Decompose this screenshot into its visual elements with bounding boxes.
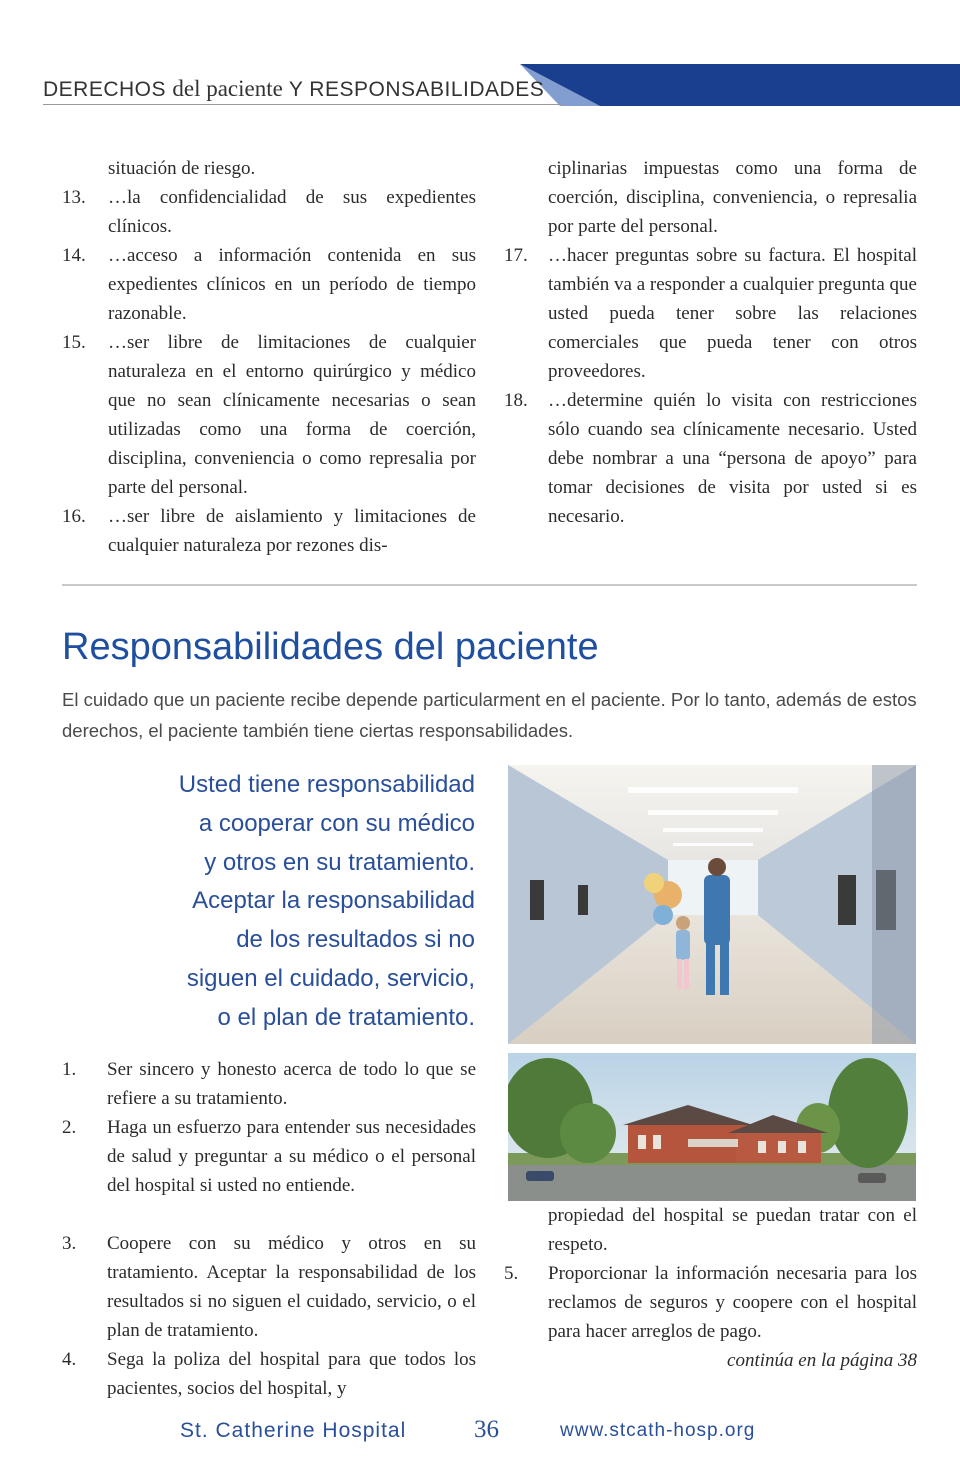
pull-quote-line: Usted tiene responsabilidad (178, 771, 475, 798)
pull-quote-line: Aceptar la responsabilidad (192, 887, 475, 915)
hospital-hallway-photo (508, 765, 916, 1044)
section-intro: El cuidado que un paciente recibe depende particularment en el paciente. Por lo tanto, además de estos derechos, el paciente también tiene ciertas responsabilidades. (62, 689, 917, 741)
pull-quote-line: o el plan de tratamiento. (217, 1003, 475, 1031)
hospital-building-illustration (508, 1053, 916, 1201)
pull-quote-line: siguen el cuidado, servicio, (186, 964, 475, 992)
header-rule (43, 104, 563, 105)
header-title: DERECHOS del paciente Y RESPONSABILIDADES (43, 76, 545, 101)
pull-quote-line: a cooperar con su médico (198, 809, 475, 837)
section-title: Responsabilidades del paciente (62, 626, 599, 668)
pull-quote (100, 766, 475, 1038)
section-divider (62, 584, 917, 586)
page-number: 36 (474, 1416, 499, 1443)
pull-quote-line: y otros en su tratamiento. (204, 848, 475, 876)
pull-quote-line: de los resultados si no (236, 926, 475, 954)
continued-note: continúa en la página 38 (727, 1350, 917, 1371)
footer-hospital-name: St. Catherine Hospital (180, 1419, 407, 1442)
footer-website-link[interactable]: www.stcath-hosp.org (560, 1420, 756, 1441)
